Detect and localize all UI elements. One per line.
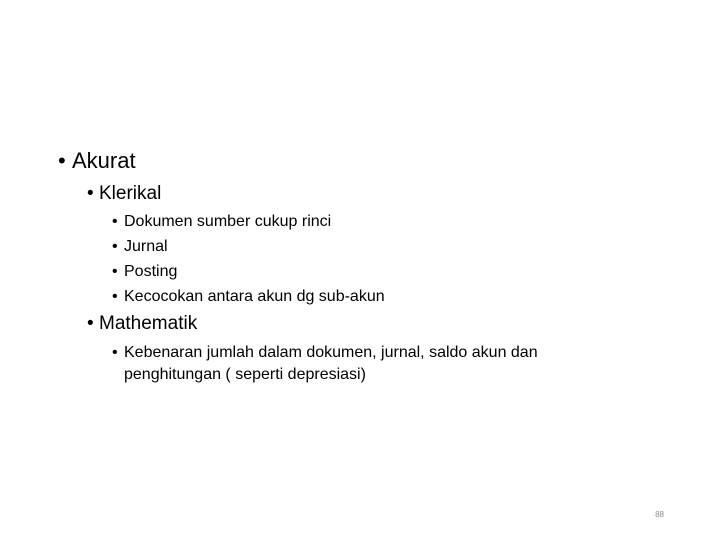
bullet-jurnal bbox=[112, 234, 168, 259]
bullet-icon: • bbox=[87, 183, 94, 204]
bullet-klerikal bbox=[87, 183, 161, 205]
bullet-icon: • bbox=[58, 148, 66, 173]
bullet-kebenaran-jumlah-text: Kebenaran jumlah dalam dokumen, jurnal, saldo akun dan penghitungan ( seperti depresiasi) bbox=[124, 344, 538, 383]
bullet-posting bbox=[112, 259, 177, 284]
bullet-dokumen-sumber bbox=[112, 209, 331, 234]
bullet-icon: • bbox=[112, 288, 118, 305]
bullet-klerikal-text: Klerikal bbox=[99, 183, 162, 204]
bullet-icon: • bbox=[112, 238, 118, 255]
bullet-mathematik-text: Mathematik bbox=[99, 313, 198, 334]
bullet-icon: • bbox=[87, 313, 94, 334]
bullet-icon: • bbox=[112, 344, 118, 361]
bullet-jurnal-text: Jurnal bbox=[124, 238, 168, 255]
bullet-icon: • bbox=[112, 213, 118, 230]
bullet-posting-text: Posting bbox=[124, 263, 178, 280]
bullet-akurat bbox=[58, 148, 136, 174]
bullet-icon: • bbox=[112, 263, 118, 280]
bullet-kecocokan bbox=[112, 284, 385, 309]
bullet-mathematik bbox=[87, 313, 197, 335]
bullet-kebenaran-jumlah bbox=[112, 342, 624, 386]
page-number: 88 bbox=[655, 510, 664, 519]
bullet-kecocokan-text: Kecocokan antara akun dg sub-akun bbox=[124, 288, 385, 305]
bullet-dokumen-sumber-text: Dokumen sumber cukup rinci bbox=[124, 213, 332, 230]
bullet-akurat-text: Akurat bbox=[72, 148, 136, 173]
